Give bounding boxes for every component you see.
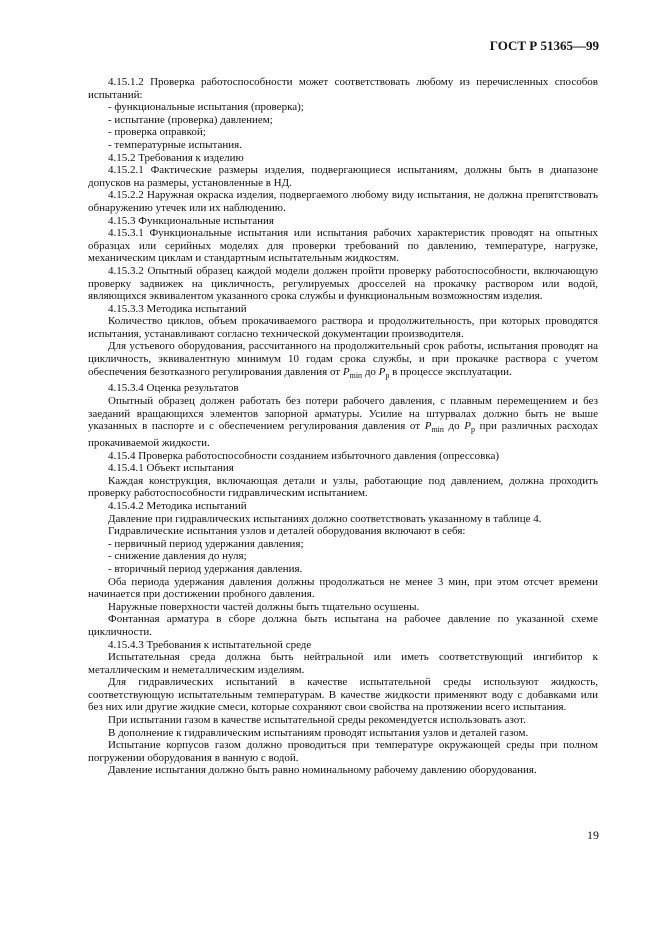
- section-heading: 4.15.4.1 Объект испытания: [108, 462, 234, 475]
- page-number: 19: [587, 828, 599, 842]
- paragraph: Испытание корпусов газом должно проводиться при температуре окружающей среды при полном погружении оборудования в ванную с водой.: [88, 739, 598, 764]
- section-heading: 4.15.3.3 Методика испытаний: [108, 302, 247, 315]
- paragraph: Испытательная среда должна быть нейтральной или иметь соответствующий ингибитор к металлическим и неметаллическим изделиям.: [88, 651, 598, 676]
- paragraph: В дополнение к гидравлическим испытаниям проводят испытания узлов и деталей газом.: [108, 726, 529, 739]
- section-heading: 4.15.3 Функциональные испытания: [108, 214, 274, 227]
- section-heading: 4.15.4.2 Методика испытаний: [108, 499, 247, 512]
- document-body: [88, 76, 598, 777]
- paragraph: 4.15.3.2 Опытный образец каждой модели должен пройти проверку работоспособности, включающую проверку задвижек на цикличность, регулируемых дросселей на прокачку раствором или водой, являющихся эквивалентом указанного срока службы и функциональным возможностям изделия.: [88, 264, 598, 303]
- paragraph: Для гидравлических испытаний в качестве испытательной среды используют жидкость, соответствующую испытательным температурам. В качестве жидкости применяют воду с добавками или без них или другие жидкие смеси, которые сохраняют свои свойства на протяжении всего испытания.: [88, 676, 598, 714]
- standard-designation: ГОСТ Р 51365—99: [489, 38, 599, 53]
- section-heading: 4.15.4 Проверка работоспособности созданием избыточного давления (опрессовка): [108, 449, 500, 462]
- list-item: - проверка оправкой;: [108, 126, 206, 139]
- section-heading: 4.15.2 Требования к изделию: [108, 151, 244, 164]
- paragraph: 4.15.3.1 Функциональные испытания или испытания рабочих характеристик проводят на опытных образцах или серийных моделях для проверки требований по давлению, температуре, нагрузке, механическим циклам и стандартным испытательным жидкостям.: [88, 227, 598, 265]
- section-heading: 4.15.4.3 Требования к испытательной среде: [108, 638, 312, 651]
- list-item: - испытание (проверка) давлением;: [108, 113, 273, 126]
- paragraph: Каждая конструкция, включающая детали и узлы, работающие под давлением, должна проходить проверку работоспособности гидравлическим испытанием.: [88, 474, 598, 500]
- list-item: - температурные испытания.: [108, 138, 242, 151]
- list-item: - первичный период удержания давления;: [108, 537, 304, 550]
- paragraph: 4.15.1.2 Проверка работоспособности может соответствовать любому из перечисленных способов испытаний:: [88, 76, 598, 101]
- list-item: - вторичный период удержания давления.: [108, 562, 303, 575]
- paragraph: Для устьевого оборудования, рассчитанного на продолжительный срок работы, испытания проводят на цикличность, эквивалентную минимум 10 годам срока службы, и при прокачке раствора с учетом обеспечения безотказного регулирования давления от $P_{min}$ до $P_р$ в процессе эксплуатации.: [88, 340, 598, 380]
- paragraph: 4.15.2.2 Наружная окраска изделия, подвергаемого любому виду испытания, не должна препятствовать обнаружению утечек или их наблюдению.: [88, 189, 598, 214]
- paragraph: Давление испытания должно быть равно номинальному рабочему давлению оборудования.: [108, 764, 537, 777]
- paragraph: Давление при гидравлических испытаниях должно соответствовать указанному в таблице 4.: [108, 512, 542, 525]
- paragraph: 4.15.2.1 Фактические размеры изделия, подвергающиеся испытаниям, должны быть в диапазоне допусков на размеры, установленные в НД.: [88, 164, 598, 189]
- section-heading: 4.15.3.4 Оценка результатов: [108, 382, 239, 395]
- paragraph: Оба периода удержания давления должны продолжаться не менее 3 мин, при этом отсчет времени начинается при достижении пробного давления.: [88, 575, 598, 601]
- paragraph: Фонтанная арматура в сборе должна быть испытана на рабочее давление по указанной схеме цикличности.: [88, 613, 598, 638]
- paragraph: При испытании газом в качестве испытательной среды рекомендуется использовать азот.: [108, 714, 526, 727]
- paragraph: Количество циклов, объем прокачиваемого раствора и продолжительность, при которых проводятся испытания, устанавливают согласно технической документации производителя.: [88, 315, 598, 340]
- list-item: - функциональные испытания (проверка);: [108, 101, 304, 114]
- paragraph: Гидравлические испытания узлов и деталей оборудования включают в себя:: [108, 525, 466, 538]
- paragraph: Опытный образец должен работать без потери рабочего давления, с плавным перемещением и без заеданий вращающихся элементов запорной арматуры. Усилие на штурвалах должно быть не выше указанных в паспорте и с обеспечением регулирования давления от $P_{min}$ до $P_р$ при различных расходах прокачиваемой жидкости.: [88, 395, 598, 449]
- list-item: - снижение давления до нуля;: [108, 550, 247, 563]
- paragraph: Наружные поверхности частей должны быть тщательно осушены.: [108, 600, 420, 613]
